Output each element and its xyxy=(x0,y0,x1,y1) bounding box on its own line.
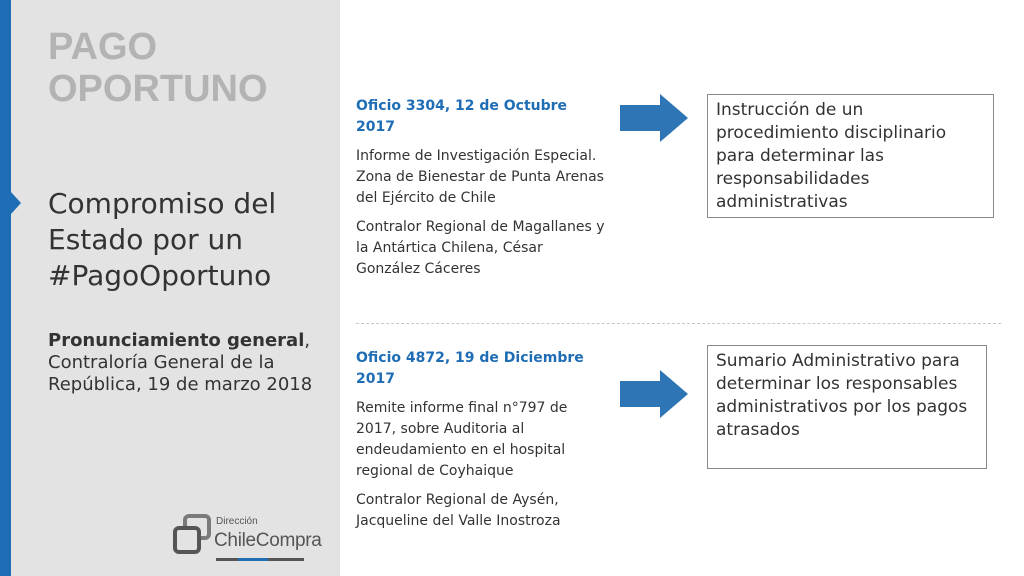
entry-2-text xyxy=(356,348,606,540)
entry-1-text xyxy=(356,96,606,288)
page-title xyxy=(48,26,328,110)
entry-1-detail: Informe de Investigación Especial. Zona de Bienestar de Punta Arenas del Ejército de Chile xyxy=(356,148,604,206)
logo-brand-text: ChileCompra xyxy=(214,530,322,551)
pronunciamiento-text xyxy=(48,330,333,396)
page-title-line2: OPORTUNO xyxy=(48,68,268,110)
logo-mark-icon xyxy=(172,514,212,558)
page-title-line1: PAGO xyxy=(48,26,158,68)
entry-1-heading: Oficio 3304, 12 de Octubre 2017 xyxy=(356,98,568,135)
entry-1-result-box: Instrucción de un procedimiento disciplinario para determinar las responsabilidades administrativas xyxy=(707,94,994,218)
accent-notch xyxy=(11,192,21,214)
section-divider xyxy=(356,323,1001,324)
pronunciamiento-bold: Pronunciamiento general xyxy=(48,330,305,351)
pronunciamiento-rest: , Contraloría General de la República, 19 de marzo 2018 xyxy=(48,330,313,395)
entry-1-arrow-icon xyxy=(620,94,688,142)
entry-2-arrow-icon xyxy=(620,370,688,418)
entry-2-official: Contralor Regional de Aysén, Jacqueline del Valle Inostroza xyxy=(356,492,561,529)
entry-2-result-box: Sumario Administrativo para determinar los responsables administrativos por los pagos atrasados xyxy=(707,345,987,469)
logo-small-text: Dirección xyxy=(216,516,258,527)
entry-2-detail: Remite informe final n°797 de 2017, sobre Auditoria al endeudamiento en el hospital regional de Coyhaique xyxy=(356,400,568,479)
accent-bar xyxy=(0,0,11,576)
entry-1-official: Contralor Regional de Magallanes y la Antártica Chilena, César González Cáceres xyxy=(356,219,605,277)
chilecompra-logo xyxy=(172,514,322,564)
logo-underline-accent xyxy=(238,558,268,561)
slide-subtitle: Compromiso del Estado por un #PagoOportuno xyxy=(48,187,277,292)
entry-2-heading: Oficio 4872, 19 de Diciembre 2017 xyxy=(356,350,584,387)
